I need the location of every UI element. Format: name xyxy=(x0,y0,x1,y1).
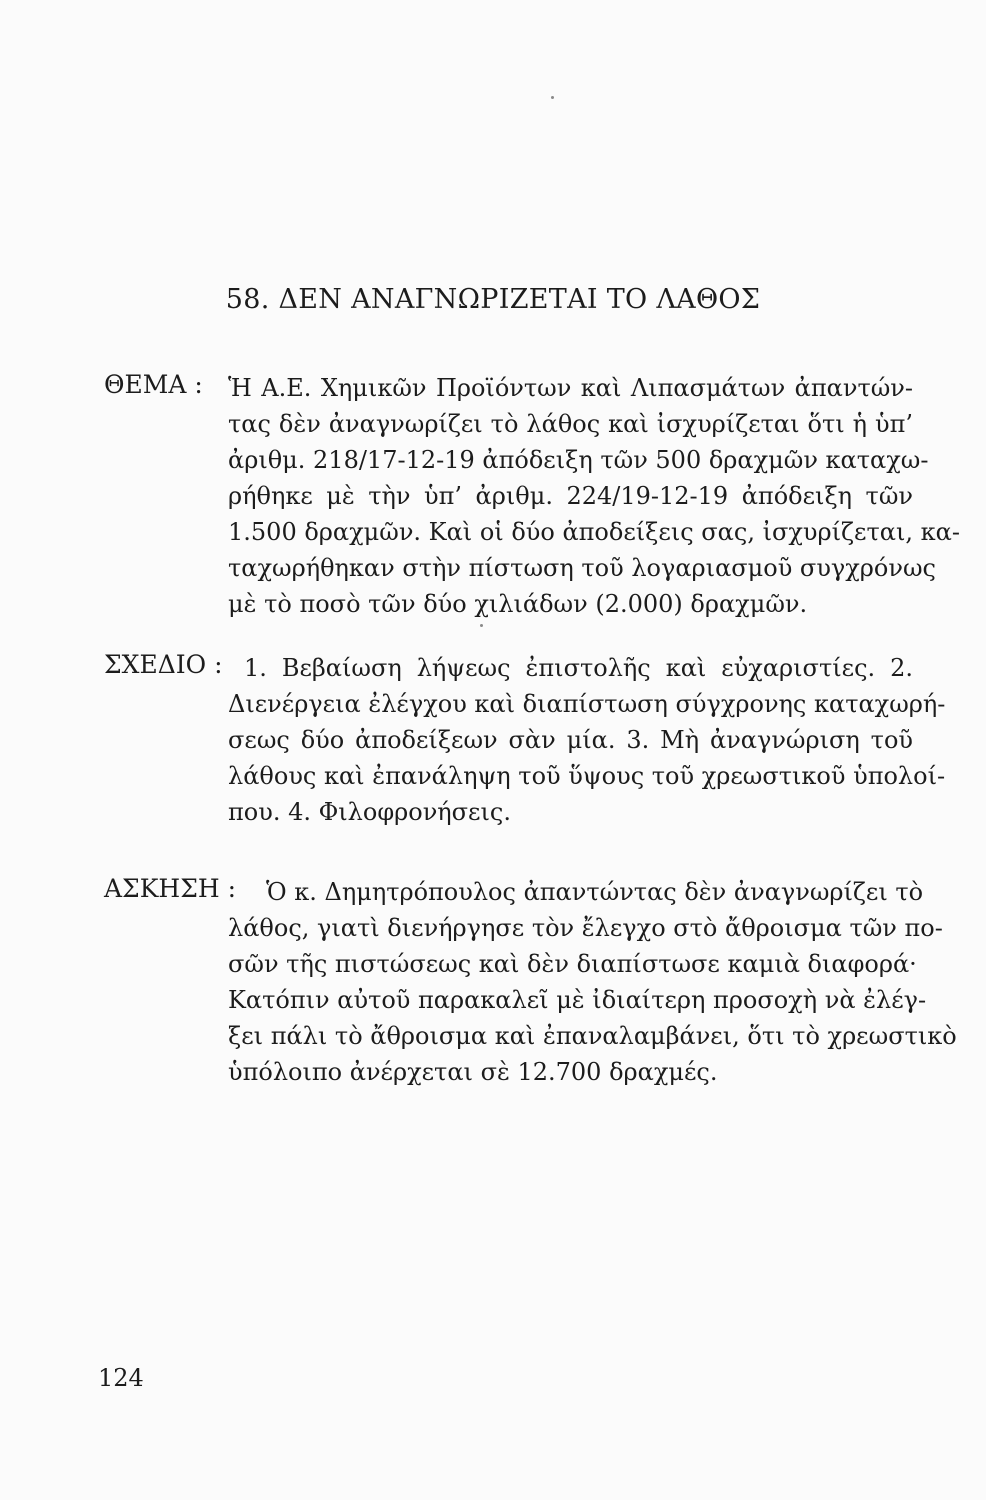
plan-label: ΣΧΕΔΙΟ : xyxy=(104,650,223,679)
page-number: 124 xyxy=(98,1364,144,1392)
plan-line: λάθους καὶ ἐπανάληψη τοῦ ὕψους τοῦ χρεωστικοῦ ὑπολοί- xyxy=(228,762,946,790)
theme-line: μὲ τὸ ποσὸ τῶν δύο χιλιάδων (2.000) δραχμῶν. xyxy=(228,590,808,618)
ink-speck xyxy=(551,96,554,99)
exercise-line: Ὁ κ. Δημητρόπουλος ἀπαντώντας δὲν ἀναγνωρίζει τὸ xyxy=(266,878,924,906)
exercise-label: ΑΣΚΗΣΗ : xyxy=(104,874,237,903)
ink-speck xyxy=(480,624,483,627)
theme-line: τας δὲν ἀναγνωρίζει τὸ λάθος καὶ ἰσχυρίζεται ὅτι ἡ ὑπ’ xyxy=(228,410,913,438)
theme-line: ταχωρήθηκαν στὴν πίστωση τοῦ λογαριασμοῦ συγχρόνως xyxy=(228,554,936,582)
exercise-line: Κατόπιν αὐτοῦ παρακαλεῖ μὲ ἰδιαίτερη προσοχὴ νὰ ἐλέγ- xyxy=(228,986,927,1014)
theme-line: ἀριθμ. 218/17-12-19 ἀπόδειξη τῶν 500 δραχμῶν καταχω- xyxy=(228,446,929,474)
exercise-line: λάθος, γιατὶ διενήργησε τὸν ἔλεγχο στὸ ἄθροισμα τῶν πο- xyxy=(228,914,943,942)
plan-line: που. 4. Φιλοφρονήσεις. xyxy=(228,798,511,826)
plan-line: Διενέργεια ἐλέγχου καὶ διαπίστωση σύγχρονης καταχωρή- xyxy=(228,690,946,718)
theme-label: ΘΕΜΑ : xyxy=(104,370,203,399)
plan-line: 1. Βεβαίωση λήψεως ἐπιστολῆς καὶ εὐχαριστίες. 2. xyxy=(244,654,913,682)
chapter-title: 58. ΔΕΝ ΑΝΑΓΝΩΡΙΖΕΤΑΙ ΤΟ ΛΑΘΟΣ xyxy=(225,284,761,315)
theme-line: ρήθηκε μὲ τὴν ὑπ’ ἀριθμ. 224/19-12-19 ἀπόδειξη τῶν xyxy=(228,482,913,510)
plan-line: σεως δύο ἀποδείξεων σὰν μία. 3. Μὴ ἀναγνώριση τοῦ xyxy=(228,726,913,754)
theme-line: Ἡ Α.Ε. Χημικῶν Προϊόντων καὶ Λιπασμάτων ἀπαντών- xyxy=(228,374,913,402)
theme-line: 1.500 δραχμῶν. Καὶ οἱ δύο ἀποδείξεις σας, ἰσχυρίζεται, κα- xyxy=(228,518,960,546)
exercise-line: ξει πάλι τὸ ἄθροισμα καὶ ἐπαναλαμβάνει, ὅτι τὸ χρεωστικὸ xyxy=(228,1022,957,1050)
exercise-line: ὑπόλοιπο ἀνέρχεται σὲ 12.700 δραχμές. xyxy=(228,1058,718,1086)
exercise-line: σῶν τῆς πιστώσεως καὶ δὲν διαπίστωσε καμιὰ διαφορά· xyxy=(228,950,917,978)
